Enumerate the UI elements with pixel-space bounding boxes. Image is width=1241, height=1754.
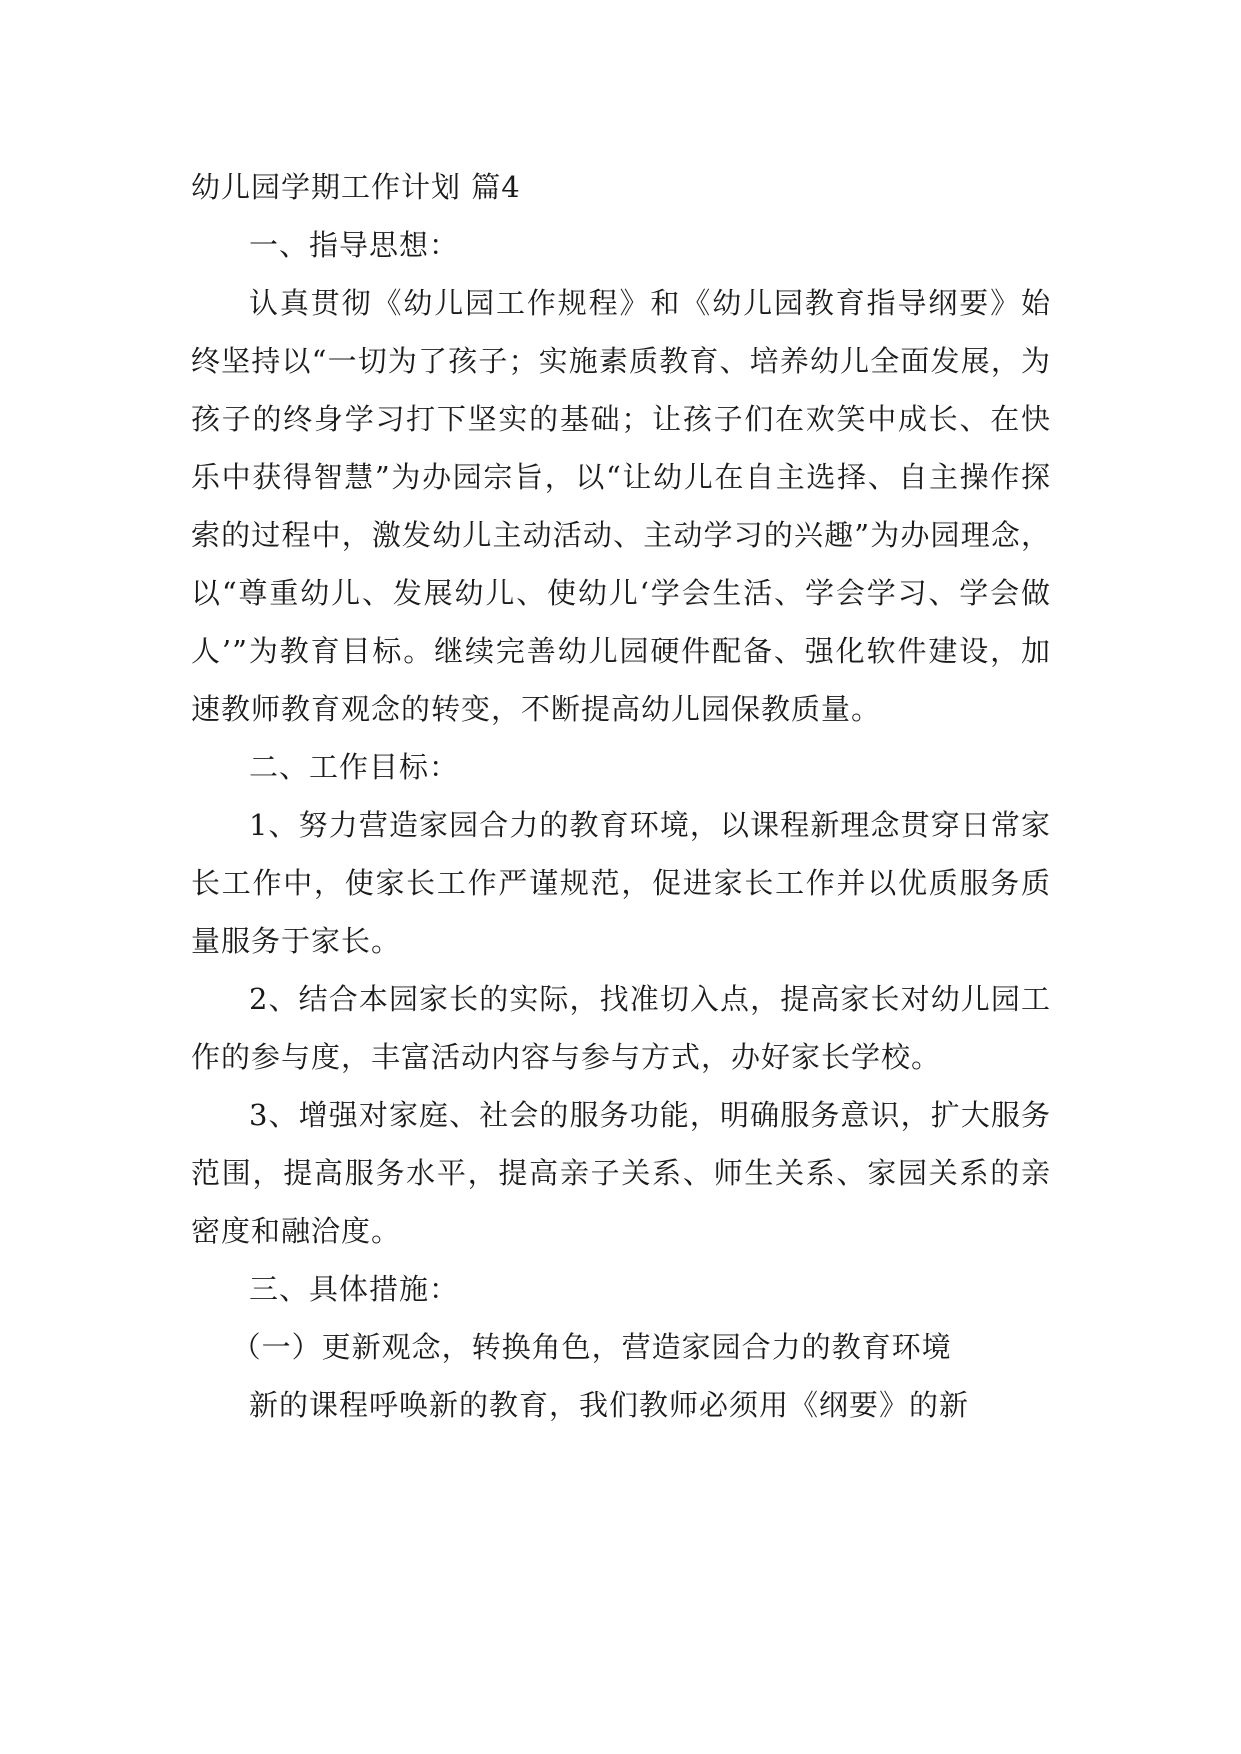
section-heading-measures: 三、具体措施： [249,1272,460,1306]
subheading-update-concepts: （一）更新观念，转换角色，营造家园合力的教育环境 [231,1330,952,1364]
paragraph-goal-3: 3、增强对家庭、社会的服务功能，明确服务意识，扩大服务范围，提高服务水平，提高亲子关系、师生关系、家园关系的亲密度和融洽度。 [191,1098,1051,1248]
section-heading-work-goals: 二、工作目标： [249,750,460,784]
section-heading-guiding-ideology: 一、指导思想： [249,228,460,262]
paragraph-goal-1: 1、努力营造家园合力的教育环境，以课程新理念贯穿日常家长工作中，使家长工作严谨规范，促进家长工作并以优质服务质量服务于家长。 [191,808,1051,958]
document-page [191,158,1051,1434]
document-title: 幼儿园学期工作计划 篇4 [191,170,521,204]
paragraph-new-curriculum: 新的课程呼唤新的教育，我们教师必须用《纲要》的新 [249,1388,970,1422]
paragraph-goal-2: 2、结合本园家长的实际，找准切入点，提高家长对幼儿园工作的参与度，丰富活动内容与参与方式，办好家长学校。 [191,982,1051,1074]
paragraph-guiding-ideology: 认真贯彻《幼儿园工作规程》和《幼儿园教育指导纲要》始终坚持以“一切为了孩子；实施素质教育、培养幼儿全面发展，为孩子的终身学习打下坚实的基础；让孩子们在欢笑中成长、在快乐中获得智慧”为办园宗旨，以“让幼儿在自主选择、自主操作探索的过程中，激发幼儿主动活动、主动学习的兴趣”为办园理念，以“尊重幼儿、发展幼儿、使幼儿‘学会生活、学会学习、学会做人’”为教育目标。继续完善幼儿园硬件配备、强化软件建设，加速教师教育观念的转变，不断提高幼儿园保教质量。 [191,286,1051,726]
